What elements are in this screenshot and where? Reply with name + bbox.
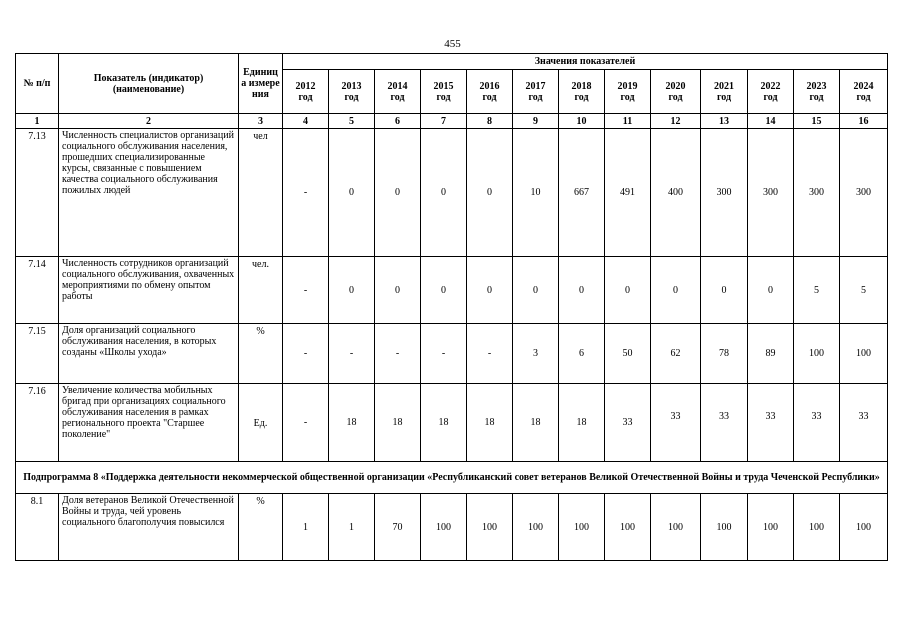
column-number: 11 bbox=[605, 114, 651, 129]
year-value: 2017 bbox=[525, 80, 546, 92]
row-value: 0 bbox=[748, 257, 794, 324]
year-unit: год bbox=[528, 91, 543, 103]
row-value: 62 bbox=[651, 324, 701, 384]
row-value: 18 bbox=[421, 384, 467, 462]
row-value: 667 bbox=[559, 129, 605, 257]
table-row bbox=[16, 384, 888, 462]
column-number: 8 bbox=[467, 114, 513, 129]
row-value: - bbox=[283, 324, 329, 384]
row-value: 491 bbox=[605, 129, 651, 257]
row-code: 7.16 bbox=[16, 384, 59, 462]
row-indicator-name: Увеличение количества мобильных бригад при организациях социального обслуживания населения в рамках регионального проекта "Старшее поколение" bbox=[59, 384, 239, 462]
header-unit: Единиц а измере ния bbox=[239, 54, 283, 114]
row-value: 5 bbox=[840, 257, 888, 324]
row-value: 18 bbox=[375, 384, 421, 462]
row-value: 18 bbox=[329, 384, 375, 462]
column-number: 7 bbox=[421, 114, 467, 129]
row-value: 300 bbox=[748, 129, 794, 257]
row-value: 1 bbox=[329, 494, 375, 561]
year-value: 2024 bbox=[853, 80, 874, 92]
row-indicator-name: Численность сотрудников организаций социального обслуживания, охваченных мероприятиями по обмену опытом работы bbox=[59, 257, 239, 324]
row-value: 1 bbox=[283, 494, 329, 561]
year-header bbox=[283, 70, 329, 114]
header-values-title: Значения показателей bbox=[283, 54, 888, 70]
column-number: 9 bbox=[513, 114, 559, 129]
row-value: 78 bbox=[701, 324, 748, 384]
row-value: 0 bbox=[467, 257, 513, 324]
row-value: 33 bbox=[748, 384, 794, 462]
year-header bbox=[701, 70, 748, 114]
year-header bbox=[605, 70, 651, 114]
year-value: 2018 bbox=[571, 80, 592, 92]
year-value: 2023 bbox=[806, 80, 827, 92]
row-value: 0 bbox=[559, 257, 605, 324]
row-value: 6 bbox=[559, 324, 605, 384]
row-value: - bbox=[421, 324, 467, 384]
row-value: 300 bbox=[701, 129, 748, 257]
subprogram-row bbox=[16, 462, 888, 494]
row-value: - bbox=[375, 324, 421, 384]
year-unit: год bbox=[856, 91, 871, 103]
row-value: 100 bbox=[559, 494, 605, 561]
column-number: 10 bbox=[559, 114, 605, 129]
row-value: 50 bbox=[605, 324, 651, 384]
row-value: 0 bbox=[467, 129, 513, 257]
row-indicator-name: Доля ветеранов Великой Отечественной Войны и труда, чей уровень социального благополучия повысился bbox=[59, 494, 239, 561]
year-header bbox=[559, 70, 605, 114]
row-value: 0 bbox=[701, 257, 748, 324]
year-unit: год bbox=[668, 91, 683, 103]
year-unit: год bbox=[620, 91, 635, 103]
row-value: 33 bbox=[651, 384, 701, 462]
column-number: 2 bbox=[59, 114, 239, 129]
row-indicator-name: Численность специалистов организаций социального обслуживания населения, прошедших специализированные курсы, связанные с повышением качества социального обслуживания пожилых людей bbox=[59, 129, 239, 257]
year-value: 2022 bbox=[760, 80, 781, 92]
year-value: 2019 bbox=[617, 80, 638, 92]
row-value: 300 bbox=[794, 129, 840, 257]
column-number: 15 bbox=[794, 114, 840, 129]
page-number: 455 bbox=[444, 38, 461, 50]
column-number: 14 bbox=[748, 114, 794, 129]
year-value: 2020 bbox=[665, 80, 686, 92]
column-number: 12 bbox=[651, 114, 701, 129]
row-value: 18 bbox=[467, 384, 513, 462]
row-code: 7.14 bbox=[16, 257, 59, 324]
year-unit: год bbox=[436, 91, 451, 103]
column-number: 5 bbox=[329, 114, 375, 129]
table-row bbox=[16, 494, 888, 561]
header-indicator: Показатель (индикатор) (наименование) bbox=[59, 54, 239, 114]
row-value: 5 bbox=[794, 257, 840, 324]
row-code: 8.1 bbox=[16, 494, 59, 561]
year-header bbox=[467, 70, 513, 114]
year-value: 2014 bbox=[387, 80, 408, 92]
row-value: 100 bbox=[840, 324, 888, 384]
row-value: 100 bbox=[701, 494, 748, 561]
row-value: 0 bbox=[605, 257, 651, 324]
row-value: 18 bbox=[513, 384, 559, 462]
year-header bbox=[840, 70, 888, 114]
year-header bbox=[794, 70, 840, 114]
row-value: - bbox=[283, 257, 329, 324]
row-value: 100 bbox=[605, 494, 651, 561]
year-unit: год bbox=[763, 91, 778, 103]
row-value: 0 bbox=[421, 257, 467, 324]
row-unit: чел. bbox=[239, 257, 283, 324]
year-unit: год bbox=[809, 91, 824, 103]
column-number: 13 bbox=[701, 114, 748, 129]
year-header bbox=[329, 70, 375, 114]
row-value: 89 bbox=[748, 324, 794, 384]
year-value: 2012 bbox=[295, 80, 316, 92]
row-value: 0 bbox=[329, 257, 375, 324]
row-value: 100 bbox=[794, 494, 840, 561]
column-number: 1 bbox=[16, 114, 59, 129]
row-value: 100 bbox=[840, 494, 888, 561]
year-unit: год bbox=[482, 91, 497, 103]
year-unit: год bbox=[298, 91, 313, 103]
row-value: 3 bbox=[513, 324, 559, 384]
row-value: - bbox=[467, 324, 513, 384]
year-header bbox=[651, 70, 701, 114]
row-value: - bbox=[283, 129, 329, 257]
column-number: 6 bbox=[375, 114, 421, 129]
column-number: 16 bbox=[840, 114, 888, 129]
header-number: № п/п bbox=[16, 54, 59, 114]
row-value: 400 bbox=[651, 129, 701, 257]
row-value: 100 bbox=[513, 494, 559, 561]
year-value: 2013 bbox=[341, 80, 362, 92]
column-number: 4 bbox=[283, 114, 329, 129]
table-body bbox=[16, 129, 888, 561]
row-code: 7.13 bbox=[16, 129, 59, 257]
indicators-table bbox=[15, 53, 888, 561]
row-value: 0 bbox=[375, 129, 421, 257]
year-unit: год bbox=[574, 91, 589, 103]
row-value: 100 bbox=[467, 494, 513, 561]
row-value: 18 bbox=[559, 384, 605, 462]
row-value: 0 bbox=[375, 257, 421, 324]
row-value: 33 bbox=[605, 384, 651, 462]
year-header bbox=[421, 70, 467, 114]
row-unit: чел bbox=[239, 129, 283, 257]
row-value: 0 bbox=[513, 257, 559, 324]
row-code: 7.15 bbox=[16, 324, 59, 384]
year-unit: год bbox=[344, 91, 359, 103]
row-value: 100 bbox=[794, 324, 840, 384]
row-value: 300 bbox=[840, 129, 888, 257]
row-value: 33 bbox=[701, 384, 748, 462]
year-header bbox=[748, 70, 794, 114]
row-value: 100 bbox=[748, 494, 794, 561]
row-value: 0 bbox=[329, 129, 375, 257]
column-number-row bbox=[16, 114, 888, 129]
year-header bbox=[375, 70, 421, 114]
year-value: 2021 bbox=[714, 80, 734, 92]
table-row bbox=[16, 324, 888, 384]
subprogram-title: Подпрограмма 8 «Поддержка деятельности некоммерческой общественной организации «Республиканский совет ветеранов Великой Отечественной Войны и труда Чеченской Республики» bbox=[16, 462, 888, 494]
year-value: 2016 bbox=[479, 80, 500, 92]
table-row bbox=[16, 129, 888, 257]
row-value: 0 bbox=[421, 129, 467, 257]
table-row bbox=[16, 257, 888, 324]
row-value: 33 bbox=[794, 384, 840, 462]
year-unit: год bbox=[390, 91, 405, 103]
row-unit: % bbox=[239, 494, 283, 561]
year-header bbox=[513, 70, 559, 114]
row-value: 100 bbox=[421, 494, 467, 561]
row-value: 100 bbox=[651, 494, 701, 561]
row-value: 70 bbox=[375, 494, 421, 561]
year-value: 2015 bbox=[433, 80, 454, 92]
row-unit: % bbox=[239, 324, 283, 384]
row-unit: Ед. bbox=[239, 384, 283, 462]
row-value: 0 bbox=[651, 257, 701, 324]
row-value: - bbox=[329, 324, 375, 384]
year-unit: год bbox=[716, 91, 732, 103]
column-number: 3 bbox=[239, 114, 283, 129]
row-value: 33 bbox=[840, 384, 888, 462]
row-value: 10 bbox=[513, 129, 559, 257]
row-value: - bbox=[283, 384, 329, 462]
row-indicator-name: Доля организаций социального обслуживания населения, в которых созданы «Школы ухода» bbox=[59, 324, 239, 384]
